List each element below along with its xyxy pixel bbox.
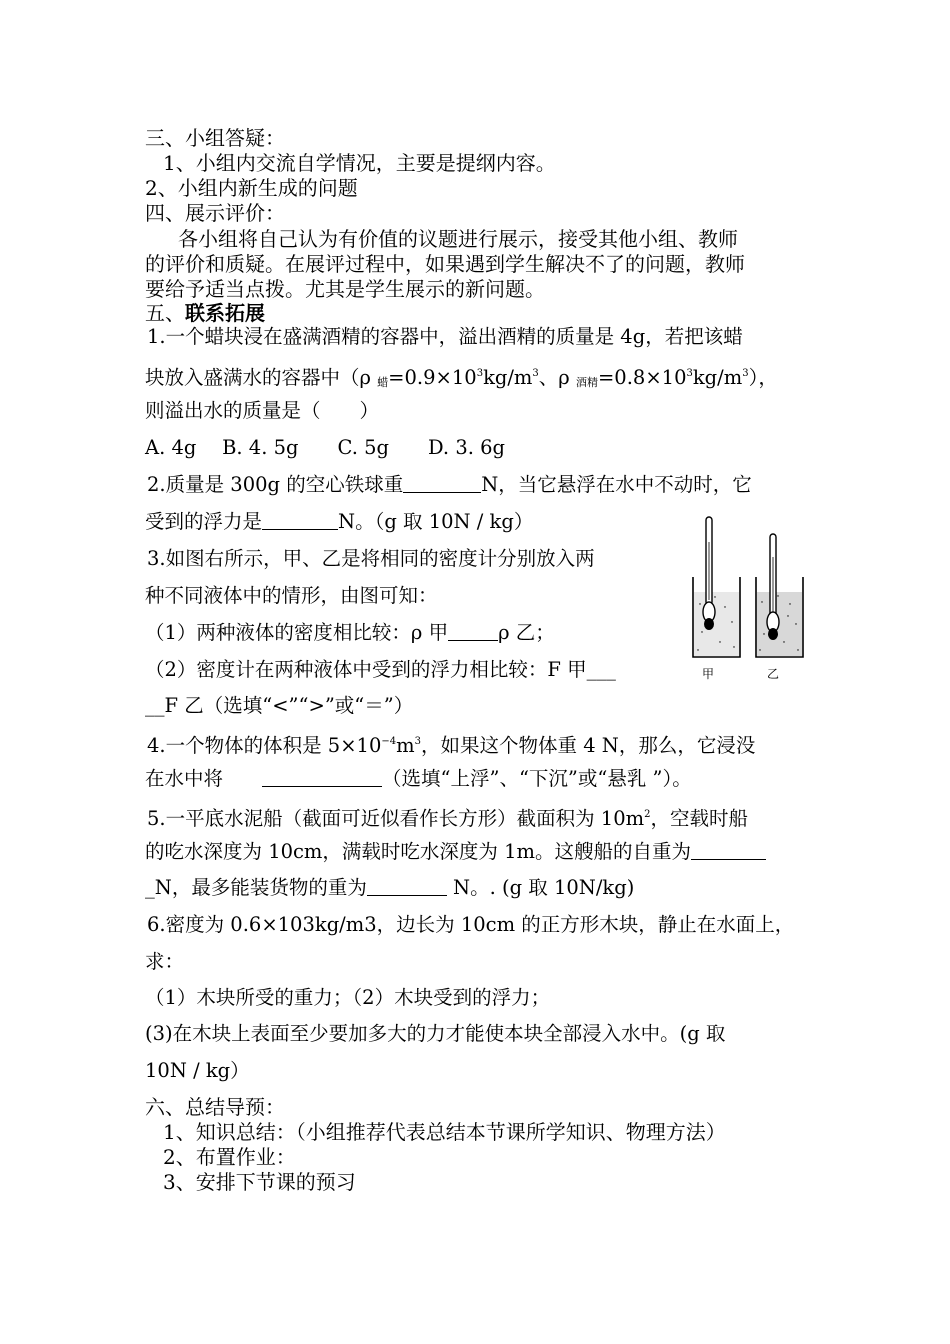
paragraph-line: 的评价和质疑。在展评过程中，如果遇到学生解决不了的问题，教师	[145, 252, 745, 276]
hydrometer-right	[767, 534, 779, 640]
question-1-line: 块放入盛满水的容器中（ρ 蜡$=0.9\times 10^3kg/m^3$、ρ 酒精$=0.8\times 10^3kg/m^3$），	[145, 366, 778, 389]
section-3-heading: 三、小组答疑：	[145, 126, 285, 150]
section-title: 联系拓展	[185, 301, 265, 325]
question-1-line: 1.一个蜡块浸在盛满酒精的容器中，溢出酒精的质量是 4g，若把该蜡	[147, 325, 743, 348]
question-4-line: 4.一个物体的体积是 $5\times 10^{-4}m^3$，如果这个物体重 4 N，那么，它浸没	[147, 734, 756, 757]
paragraph-line: 各小组将自己认为有价值的议题进行展示，接受其他小组、教师	[178, 227, 738, 251]
question-3-line: （2）密度计在两种液体中受到的浮力相比较：F 甲___	[145, 658, 616, 681]
item-text: 2、小组内新生成的问题	[145, 176, 358, 200]
liquid-left	[694, 592, 739, 656]
question-1-line: 则溢出水的质量是（ ）	[145, 399, 380, 422]
section-6-heading: 六、总结导预：	[145, 1095, 285, 1119]
question-3-line: （1）两种液体的密度相比较：ρ 甲 ρ 乙；	[145, 621, 555, 644]
question-5-line: 的吃水深度为 10cm，满载时吃水深度为 1m。这艘船的自重为	[145, 840, 766, 864]
question-3-line: __F 乙（选填“<”“>”或“＝”）	[145, 694, 414, 717]
question-2-line: 2.质量是 300g 的空心铁球重 N，当它悬浮在水中不动时，它	[147, 473, 752, 496]
question-3-line: 3.如图右所示，甲、乙是将相同的密度计分别放入两	[147, 547, 595, 570]
question-6-line: （1）木块所受的重力；（2）木块受到的浮力；	[145, 986, 551, 1009]
answer-blank	[262, 768, 382, 787]
answer-blank	[367, 877, 447, 896]
answer-blank	[691, 841, 766, 860]
question-1-options: A. 4g B. 4. 5g C. 5g D. 3. 6g	[145, 436, 506, 459]
answer-blank	[448, 622, 498, 641]
section-number: 五、	[145, 301, 185, 325]
question-6-line: 6.密度为 0.6×103kg/m3，边长为 10cm 的正方形木块，静止在水面上，	[147, 913, 795, 936]
figure-label-right: 乙	[766, 667, 780, 681]
question-3-line: 种不同液体中的情形，由图可知：	[145, 584, 438, 607]
answer-blank	[262, 511, 338, 530]
section-5-heading	[145, 301, 265, 325]
item-text: 1、知识总结：（小组推荐代表总结本节课所学知识、物理方法）	[163, 1120, 726, 1144]
paragraph-line: 要给予适当点拨。尤其是学生展示的新问题。	[145, 277, 545, 301]
answer-blank	[403, 474, 481, 493]
question-6-line: (3)在木块上表面至少要加多大的力才能使本块全部浸入水中。(g 取	[145, 1022, 726, 1045]
section-4-heading: 四、展示评价：	[145, 201, 285, 225]
hydrometer-left	[703, 517, 715, 630]
question-4-line: 在水中将 （选填“上浮”、“下沉”或“悬乳 ”）。	[145, 767, 692, 790]
question-6-line: 10N / kg）	[145, 1059, 250, 1082]
question-6-line: 求：	[145, 950, 185, 973]
item-text: 1、小组内交流自学情况，主要是提纲内容。	[163, 151, 556, 175]
item-text: 3、安排下节课的预习	[163, 1170, 356, 1194]
figure-label-left: 甲	[701, 667, 715, 681]
question-5-line: _N，最多能装货物的重为 N。. (g 取 10N/kg)	[145, 876, 635, 899]
question-5-line: 5.一平底水泥船（截面可近似看作长方形）截面积为 $10m^2$，空载时船	[147, 807, 748, 830]
item-text: 2、布置作业：	[163, 1145, 296, 1169]
question-2-line: 受到的浮力是 N。（g 取 10N / kg）	[145, 510, 534, 533]
hydrometer-figure	[690, 512, 810, 687]
